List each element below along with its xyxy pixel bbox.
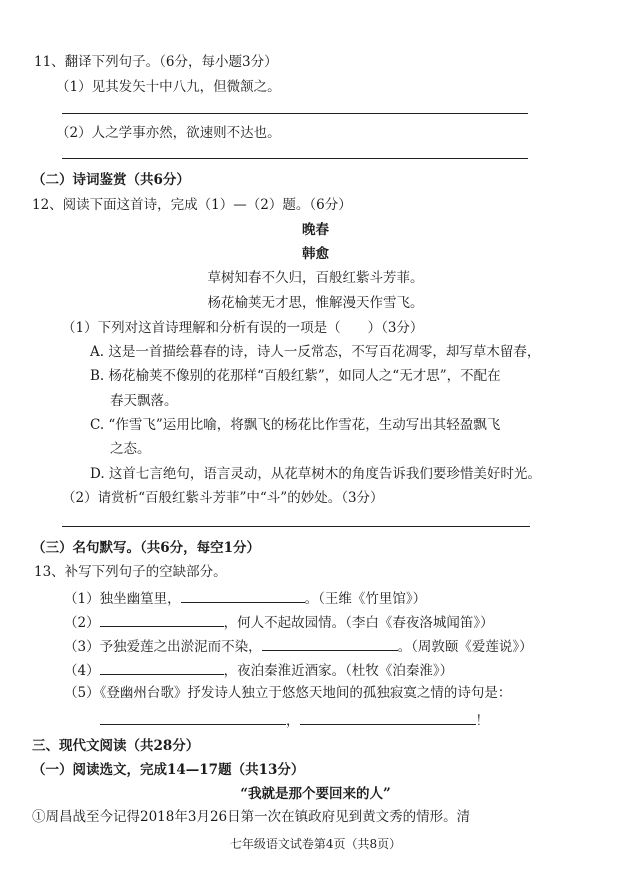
dictation-suffix: ，何人不起故园情。（李白《春夜洛城闻笛》） bbox=[223, 615, 494, 631]
q11-heading: 11、翻译下列句子。（6分，每小题3分） bbox=[34, 54, 278, 70]
blank-separator: ， bbox=[286, 713, 300, 729]
reading-sub-heading: （一）阅读选文，完成14—17题（共13分） bbox=[32, 762, 305, 778]
q11-sentence-2: （2）人之学事亦然，欲速则不达也。 bbox=[56, 125, 281, 141]
dictation-item-3 bbox=[64, 638, 533, 655]
part-heading-modern-reading: 三、现代文阅读（共28分） bbox=[32, 738, 200, 754]
dictation-prefix: （1）独坐幽篁里， bbox=[64, 591, 181, 607]
option-a: A. 这是一首描绘暮春的诗，诗人一反常态，不写百花凋零，却写草木留春， bbox=[90, 344, 541, 360]
dictation-suffix: 。（王维《竹里馆》） bbox=[304, 591, 427, 607]
poem-line-1: 草树知春不久归，百般红紫斗芳菲。 bbox=[207, 270, 424, 286]
q13-heading: 13、补写下列句子的空缺部分。 bbox=[34, 564, 227, 580]
dictation-prefix: （2） bbox=[64, 615, 100, 631]
poem-author: 韩愈 bbox=[302, 246, 329, 262]
page-footer: 七年级语文试卷第4页（共8页） bbox=[229, 837, 402, 851]
blank-end-mark: ！ bbox=[475, 713, 489, 729]
answer-line bbox=[62, 113, 528, 114]
answer-line bbox=[62, 158, 528, 159]
dictation-item-1 bbox=[64, 590, 426, 607]
dictation-prefix: （3）予独爱莲之出淤泥而不染， bbox=[64, 639, 262, 655]
fill-blank[interactable] bbox=[100, 662, 224, 675]
fill-blank[interactable] bbox=[100, 614, 224, 627]
dictation-suffix: ，夜泊秦淮近酒家。（杜牧《泊秦淮》） bbox=[223, 663, 454, 679]
dictation-suffix: 。（周敦颐《爱莲说》） bbox=[397, 639, 533, 655]
dictation-item-2 bbox=[64, 614, 494, 631]
option-b-line-2: 春天飘落。 bbox=[110, 393, 178, 409]
q11-sentence-1: （1）见其发矢十中八九，但微颔之。 bbox=[56, 79, 281, 95]
option-c-line-2: 之态。 bbox=[110, 441, 151, 457]
section-heading-dictation: （三）名句默写。（共6分，每空1分） bbox=[32, 540, 261, 556]
section-heading-poetry: （二）诗词鉴赏（共6分） bbox=[32, 172, 190, 188]
dictation-prefix: （4） bbox=[64, 663, 100, 679]
answer-line bbox=[62, 526, 530, 527]
poem-line-2: 杨花榆荚无才思，惟解漫天作雪飞。 bbox=[207, 295, 424, 311]
option-b-line-1: B. 杨花榆荚不像别的花那样“百般红紫”，如同人之“无才思”，不配在 bbox=[90, 368, 501, 384]
article-title: “我就是那个要回来的人” bbox=[240, 786, 391, 802]
fill-blank[interactable] bbox=[300, 712, 476, 725]
option-c-line-1: C. “作雪飞”运用比喻，将飘飞的杨花比作雪花，生动写出其轻盈飘飞 bbox=[90, 417, 501, 433]
fill-blank[interactable] bbox=[100, 712, 286, 725]
article-paragraph-1: ①周昌战至今记得2018年3月26日第一次在镇政府见到黄文秀的情形。清 bbox=[32, 809, 471, 825]
dictation-item-5: （5）《登幽州台歌》抒发诗人独立于悠悠天地间的孤独寂寞之情的诗句是： bbox=[64, 685, 512, 701]
poem-title: 晚春 bbox=[302, 222, 329, 238]
q12-sub-1: （1）下列对这首诗理解和分析有误的一项是（ ）（3分） bbox=[62, 320, 424, 336]
q12-sub-2: （2）请赏析“百般红紫斗芳菲”中“斗”的妙处。（3分） bbox=[62, 490, 384, 506]
q12-heading: 12、阅读下面这首诗，完成（1）—（2）题。（6分） bbox=[32, 197, 352, 213]
fill-blank[interactable] bbox=[262, 638, 398, 651]
dictation-item-5-blanks bbox=[100, 712, 489, 729]
dictation-item-4 bbox=[64, 662, 453, 679]
fill-blank[interactable] bbox=[181, 590, 305, 603]
option-d: D. 这首七言绝句，语言灵动，从花草树木的角度告诉我们要珍惜美好时光。 bbox=[90, 466, 541, 482]
